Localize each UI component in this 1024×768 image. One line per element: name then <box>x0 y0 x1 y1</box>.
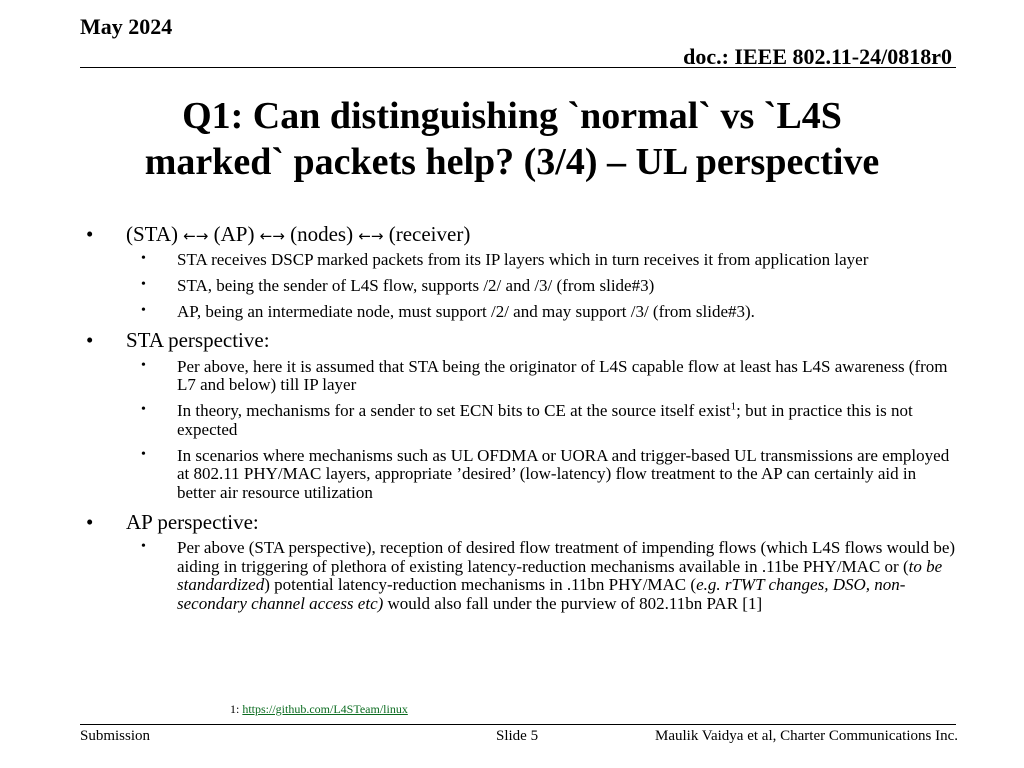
double-arrow-icon: ←→ <box>259 227 285 245</box>
slide-title <box>60 94 964 185</box>
chain-nodes: (nodes) <box>290 222 354 246</box>
footer-slide-number: Slide 5 <box>496 728 539 744</box>
footer-submission: Submission <box>80 728 151 744</box>
header-date: May 2024 <box>80 14 173 39</box>
bullet-ap-perspective: • AP perspective: <box>86 509 259 534</box>
sub-bullet: • AP, being an intermediate node, must support /2/ and may support /3/ (from slide#3). <box>141 301 755 321</box>
sub-bullet: • Per above, here it is assumed that STA being the originator of L4S capable flow at least has L4S awareness (from L7 and below) till IP layer <box>141 356 948 395</box>
title-line-1: Q1: Can distinguishing `normal` vs `L4S <box>182 95 842 137</box>
bullet-chain <box>86 222 956 246</box>
header-doc-id: doc.: IEEE 802.11-24/0818r0 <box>683 44 952 69</box>
double-arrow-icon: ←→ <box>183 227 209 245</box>
chain-receiver: (receiver) <box>388 222 471 246</box>
chain-ap: (AP) <box>213 222 255 246</box>
double-arrow-icon: ←→ <box>358 227 384 245</box>
chain-sta: (STA) <box>126 222 178 246</box>
footer-author: Maulik Vaidya et al, Charter Communications Inc. <box>655 728 958 744</box>
footnote: 1: https://github.com/L4STeam/linux <box>230 702 408 716</box>
slide-body <box>86 222 956 621</box>
footnote-link[interactable]: https://github.com/L4STeam/linux <box>242 702 408 716</box>
sub-bullet: • In scenarios where mechanisms such as UL OFDMA or UORA and trigger-based UL transmissions are employed at 802.11 PHY/MAC layers, appropriate ’desired’ (low-latency) flow treatment to the AP can certainly aid in better air resource utilization <box>141 445 950 502</box>
sub-bullet: • In theory, mechanisms for a sender to set ECN bits to CE at the source itself exist$^1$; but in practice this is not expected <box>141 400 913 439</box>
bullet-marker: • <box>86 222 94 246</box>
bullet-sta-perspective: • STA perspective: <box>86 328 270 353</box>
footer-rule <box>80 724 956 725</box>
footnote-ref: 1 <box>730 400 737 413</box>
sub-bullet: • STA, being the sender of L4S flow, supports /2/ and /3/ (from slide#3) <box>141 276 655 296</box>
header-rule <box>80 67 956 68</box>
sub-bullet: • Per above (STA perspective), reception of desired flow treatment of impending flows (which L4S flows would be) aiding in triggering of plethora of existing latency-reduction mechanisms available in .11be PHY/MAC or (to be standardized) potential latency-reduction mechanisms in .11bn PHY/MAC (e.g. rTWT changes, DSO, non-secondary channel access etc) would also fall under the purview of 802.11bn PAR [1] <box>141 537 956 614</box>
sub-bullet: • STA receives DSCP marked packets from its IP layers which in turn receives it from application layer <box>141 250 869 270</box>
title-line-2: marked` packets help? (3/4) – UL perspective <box>144 140 880 183</box>
